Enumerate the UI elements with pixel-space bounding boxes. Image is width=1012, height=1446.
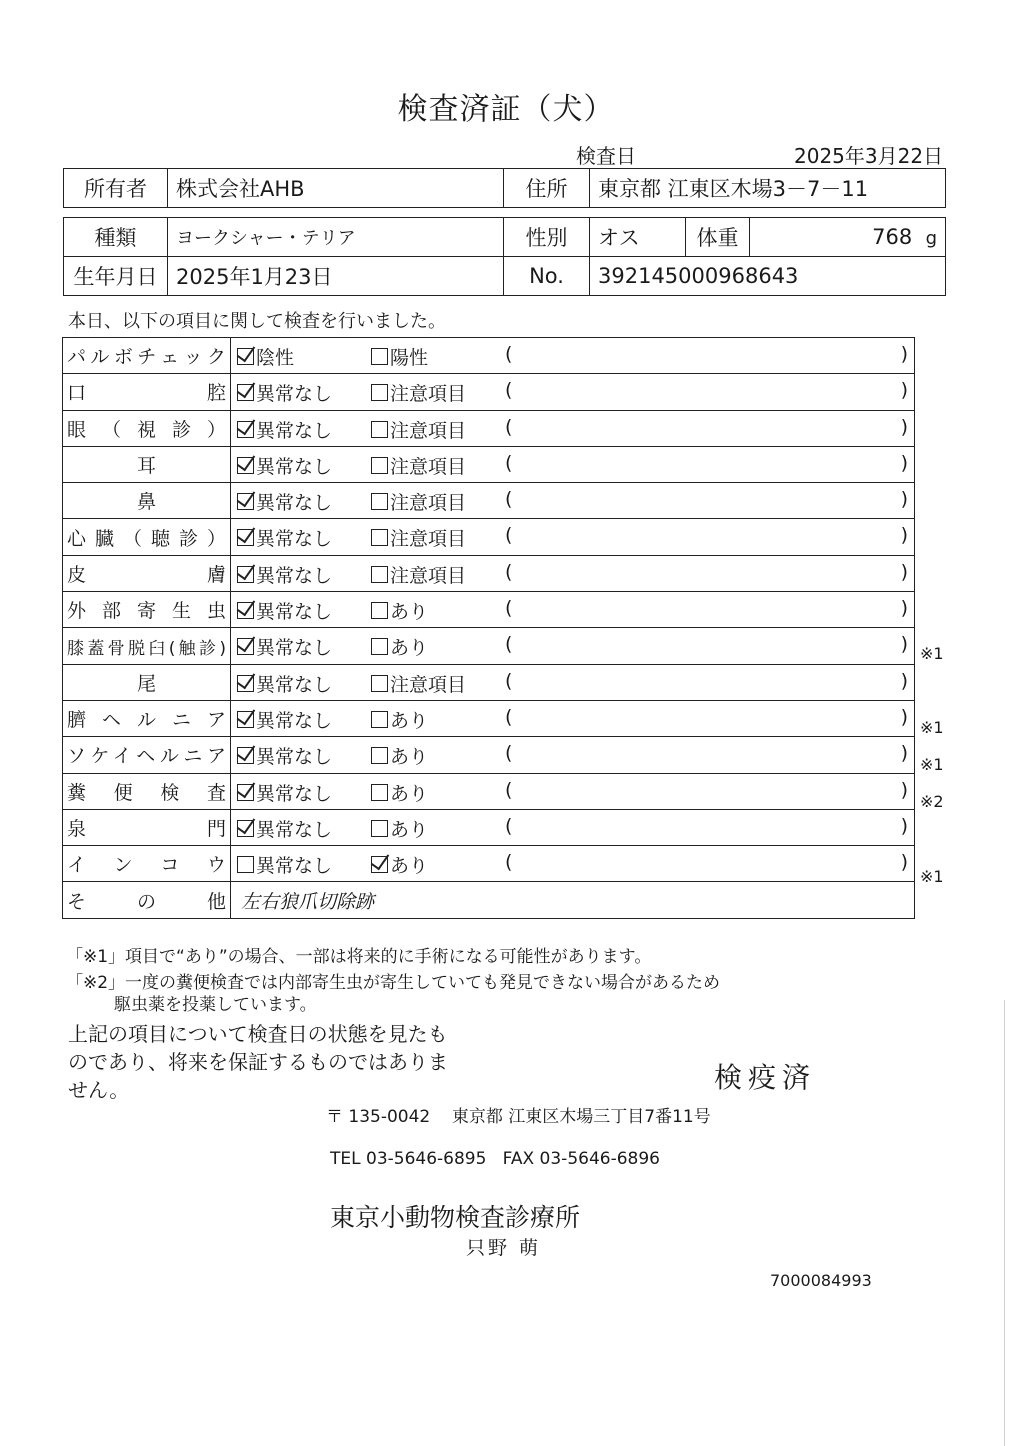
check-label-cell <box>63 809 231 845</box>
check-options-cell <box>231 628 915 664</box>
option-2-label: あり <box>390 782 429 805</box>
remark-open-paren: ( <box>505 488 513 511</box>
checkbox-icon[interactable] <box>371 747 388 764</box>
check-label: 膝蓋骨脱臼(触診) <box>67 638 226 659</box>
option-2-label: 注意項目 <box>390 419 467 442</box>
option-2-label: 陽性 <box>390 347 429 369</box>
remark-close-paren: ) <box>900 705 908 728</box>
quarantine-stamp: 検疫済 <box>714 1061 817 1094</box>
option-1-label: 異常なし <box>256 782 333 805</box>
option-1-label: 異常なし <box>256 855 333 878</box>
no-label: No. <box>504 257 590 296</box>
address-value: 東京都 江東区木場3－7－11 <box>590 169 946 208</box>
option-1[interactable] <box>237 524 332 551</box>
check-row <box>63 519 915 555</box>
remark-open-paren: ( <box>505 633 513 656</box>
remark-open-paren: ( <box>505 343 513 365</box>
footnote-3: 駆虫薬を投薬しています。 <box>114 995 317 1015</box>
option-1-label: 異常なし <box>256 455 333 478</box>
checkbox-icon[interactable] <box>371 421 388 438</box>
remark-close-paren: ) <box>900 742 908 765</box>
option-2[interactable] <box>371 706 428 733</box>
option-2-label: あり <box>390 855 429 878</box>
check-label-cell <box>63 410 231 446</box>
option-2[interactable] <box>371 416 466 443</box>
option-1[interactable] <box>237 633 332 660</box>
check-label: 口腔 <box>67 382 226 405</box>
check-label-cell <box>63 592 231 628</box>
weight-cell <box>750 218 946 257</box>
weight-label: 体重 <box>686 218 750 257</box>
check-row <box>63 664 915 700</box>
remark-close-paren: ) <box>900 633 908 656</box>
checkbox-icon[interactable] <box>371 856 388 873</box>
option-2-label: 注意項目 <box>390 673 467 696</box>
check-row <box>63 592 915 628</box>
check-label-cell <box>63 773 231 809</box>
owner-table <box>63 168 946 208</box>
check-row <box>63 846 915 882</box>
owner-value: 株式会社AHB <box>168 169 504 208</box>
option-1-label: 異常なし <box>256 673 333 696</box>
checkbox-icon[interactable] <box>371 529 388 546</box>
remark-close-paren: ) <box>900 597 908 620</box>
check-options-cell <box>231 737 915 773</box>
check-options-cell <box>231 338 915 374</box>
check-label: インコウ <box>67 854 226 877</box>
option-2[interactable] <box>371 561 466 588</box>
check-label: 外部寄生虫 <box>67 600 226 623</box>
check-label-cell <box>63 374 231 410</box>
signatory-name: 只野 萌 <box>466 1237 542 1259</box>
option-1-label: 異常なし <box>256 746 333 769</box>
option-2[interactable] <box>371 524 466 551</box>
checkbox-icon[interactable] <box>237 384 254 401</box>
option-2-label: あり <box>390 637 429 660</box>
sex-value: オス <box>590 218 686 257</box>
option-2[interactable] <box>371 633 428 660</box>
check-options-cell <box>231 773 915 809</box>
checkbox-icon[interactable] <box>371 638 388 655</box>
check-options-cell <box>231 700 915 736</box>
option-1-label: 異常なし <box>256 383 333 406</box>
option-2[interactable] <box>371 742 428 769</box>
option-1[interactable] <box>237 488 332 515</box>
option-1-label: 異常なし <box>256 419 333 442</box>
check-options-cell <box>231 374 915 410</box>
check-label: 尾 <box>136 672 156 695</box>
checkbox-icon[interactable] <box>371 820 388 837</box>
check-label: 耳 <box>136 455 156 478</box>
option-1[interactable] <box>237 561 332 588</box>
remark-open-paren: ( <box>505 597 513 620</box>
check-label: ソケイヘルニア <box>67 745 226 768</box>
remark-close-paren: ) <box>900 343 908 365</box>
checkbox-icon[interactable] <box>237 566 254 583</box>
check-label-cell <box>63 519 231 555</box>
other-value: 左右狼爪切除跡 <box>231 882 915 918</box>
remark-close-paren: ) <box>900 560 908 583</box>
check-row <box>63 628 915 664</box>
weight-unit: g <box>925 228 937 249</box>
exam-date-label: 検査日 <box>576 144 636 168</box>
footnote-mark: ※2 <box>920 792 944 812</box>
intro-text: 本日、以下の項目に関して検査を行いました。 <box>68 311 446 332</box>
scan-edge-line <box>1004 1000 1005 1446</box>
checkbox-icon[interactable] <box>237 421 254 438</box>
option-1[interactable] <box>237 670 332 697</box>
page-title: 検査済証（犬） <box>397 92 615 127</box>
sex-label: 性別 <box>504 218 590 257</box>
option-1[interactable] <box>237 379 332 406</box>
check-label: パルボチェック <box>67 346 226 369</box>
check-label: 皮膚 <box>67 563 226 586</box>
option-1-label: 異常なし <box>256 637 333 660</box>
footnote-mark: ※1 <box>920 718 944 737</box>
breed-label: 種類 <box>64 218 168 257</box>
option-1[interactable] <box>237 742 332 769</box>
checkbox-icon[interactable] <box>237 602 254 619</box>
option-2-label: 注意項目 <box>390 492 467 515</box>
check-label: 糞便検査 <box>67 781 226 804</box>
remark-open-paren: ( <box>505 560 513 583</box>
remark-close-paren: ) <box>900 415 908 438</box>
option-2[interactable] <box>371 779 428 806</box>
option-1[interactable] <box>237 452 332 479</box>
checkbox-icon[interactable] <box>237 529 254 546</box>
check-options-cell <box>231 519 915 555</box>
checkbox-icon[interactable] <box>237 493 254 510</box>
option-1-label: 異常なし <box>256 601 333 624</box>
remark-close-paren: ) <box>900 778 908 801</box>
option-2[interactable] <box>371 343 428 370</box>
option-1-label: 異常なし <box>256 709 333 732</box>
option-1-label: 陰性 <box>256 347 295 369</box>
other-label-cell <box>63 882 231 918</box>
check-label: 眼（視診） <box>67 418 226 441</box>
remark-close-paren: ) <box>900 451 908 474</box>
check-row <box>63 700 915 736</box>
check-options-cell <box>231 410 915 446</box>
postal-code: 〒 135-0042 <box>326 1107 431 1127</box>
check-label-cell <box>63 737 231 773</box>
option-2-label: 注意項目 <box>390 383 467 406</box>
footnote-mark: ※1 <box>920 866 944 886</box>
option-1-label: 異常なし <box>256 564 333 587</box>
option-2-label: あり <box>390 709 429 732</box>
check-label-cell <box>63 664 231 700</box>
remark-open-paren: ( <box>505 451 513 474</box>
option-1[interactable] <box>237 416 332 443</box>
check-options-cell <box>231 846 915 882</box>
checkbox-icon[interactable] <box>237 747 254 764</box>
option-2-label: 注意項目 <box>390 455 467 478</box>
option-2[interactable] <box>371 670 466 697</box>
check-label: 心臓（聴診） <box>67 527 226 550</box>
contact-line <box>330 1149 660 1169</box>
birth-value: 2025年1月23日 <box>168 257 504 296</box>
checkbox-icon[interactable] <box>371 457 388 474</box>
check-options-cell <box>231 483 915 519</box>
disclaimer-statement: 上記の項目について検査日の状態を見たものであり、将来を保証するものではありません。 <box>68 1022 448 1102</box>
checkbox-icon[interactable] <box>237 348 254 365</box>
check-label-cell <box>63 338 231 374</box>
checkbox-icon[interactable] <box>371 784 388 801</box>
option-2[interactable] <box>371 379 466 406</box>
breed-value: ヨークシャー・テリア <box>168 218 504 257</box>
check-label-cell <box>63 555 231 591</box>
checkbox-icon[interactable] <box>237 457 254 474</box>
option-1[interactable] <box>237 815 332 842</box>
option-2[interactable] <box>371 815 428 842</box>
checkbox-icon[interactable] <box>371 675 388 692</box>
checkbox-icon[interactable] <box>371 711 388 728</box>
clinic-address-line <box>326 1102 711 1127</box>
option-2-label: あり <box>390 601 429 624</box>
animal-table <box>63 217 946 296</box>
tel: TEL 03-5646-6895 <box>330 1149 487 1169</box>
remark-close-paren: ) <box>900 669 908 692</box>
option-2[interactable] <box>371 452 466 479</box>
check-row <box>63 737 915 773</box>
footnote-2: 「※2」一度の糞便検査では内部寄生虫が寄生していても発見できない場合があるため <box>66 973 721 993</box>
check-label-cell <box>63 628 231 664</box>
option-2-label: 注意項目 <box>390 564 467 587</box>
check-options-cell <box>231 809 915 845</box>
check-row <box>63 773 915 809</box>
remark-close-paren: ) <box>900 488 908 511</box>
remark-close-paren: ) <box>900 814 908 837</box>
checkbox-icon[interactable] <box>371 566 388 583</box>
exam-date: 2025年3月22日 <box>794 144 944 168</box>
owner-label: 所有者 <box>64 169 168 208</box>
footnote-1: 「※1」項目で“あり”の場合、一部は将来的に手術になる可能性があります。 <box>66 947 652 967</box>
option-1[interactable] <box>237 343 294 370</box>
fax: FAX 03-5646-6896 <box>502 1149 660 1169</box>
check-label-cell <box>63 446 231 482</box>
address-label: 住所 <box>504 169 590 208</box>
check-row <box>63 555 915 591</box>
option-1-label: 異常なし <box>256 528 333 551</box>
remark-close-paren: ) <box>900 524 908 547</box>
check-label: 鼻 <box>136 491 156 514</box>
remark-open-paren: ( <box>505 379 513 402</box>
document-number: 7000084993 <box>770 1271 872 1290</box>
check-table <box>62 337 915 919</box>
option-1[interactable] <box>237 706 332 733</box>
check-row <box>63 338 915 374</box>
check-label-cell <box>63 700 231 736</box>
checkbox-icon[interactable] <box>371 493 388 510</box>
checkbox-icon[interactable] <box>237 856 254 873</box>
option-1-label: 異常なし <box>256 818 333 841</box>
option-2-label: あり <box>390 818 429 841</box>
check-row <box>63 410 915 446</box>
option-1-label: 異常なし <box>256 492 333 515</box>
checkbox-icon[interactable] <box>237 711 254 728</box>
remark-close-paren: ) <box>900 851 908 874</box>
check-row <box>63 374 915 410</box>
remark-open-paren: ( <box>505 705 513 728</box>
check-row <box>63 809 915 845</box>
option-2[interactable] <box>371 851 428 878</box>
check-row <box>63 446 915 482</box>
check-options-cell <box>231 592 915 628</box>
clinic-address: 東京都 江東区木場三丁目7番11号 <box>451 1107 711 1127</box>
footnote-mark: ※1 <box>920 755 944 775</box>
checkbox-icon[interactable] <box>237 675 254 692</box>
check-label-cell <box>63 483 231 519</box>
checkbox-icon[interactable] <box>371 384 388 401</box>
option-1[interactable] <box>237 597 332 624</box>
weight-value: 768 <box>872 225 913 249</box>
checkbox-icon[interactable] <box>237 820 254 837</box>
remark-open-paren: ( <box>505 742 513 765</box>
check-options-cell <box>231 664 915 700</box>
remark-open-paren: ( <box>505 851 513 874</box>
option-2[interactable] <box>371 488 466 515</box>
check-label: 泉門 <box>67 818 226 840</box>
option-1[interactable] <box>237 779 332 806</box>
check-label: 臍ヘルニア <box>67 709 226 732</box>
check-options-cell <box>231 446 915 482</box>
checkbox-icon[interactable] <box>237 784 254 801</box>
footnote-mark: ※1 <box>920 643 944 663</box>
option-2-label: 注意項目 <box>390 528 467 551</box>
option-1[interactable] <box>237 851 332 878</box>
option-2-label: あり <box>390 746 429 769</box>
remark-open-paren: ( <box>505 814 513 837</box>
remark-open-paren: ( <box>505 778 513 801</box>
checkbox-icon[interactable] <box>371 602 388 619</box>
check-row <box>63 483 915 519</box>
checkbox-icon[interactable] <box>237 638 254 655</box>
check-options-cell <box>231 555 915 591</box>
no-value: 392145000968643 <box>590 257 946 296</box>
remark-open-paren: ( <box>505 524 513 547</box>
remark-close-paren: ) <box>900 379 908 402</box>
other-label: その他 <box>67 890 226 913</box>
remark-open-paren: ( <box>505 669 513 692</box>
checkbox-icon[interactable] <box>371 348 388 365</box>
remark-open-paren: ( <box>505 415 513 438</box>
birth-label: 生年月日 <box>64 257 168 296</box>
option-2[interactable] <box>371 597 428 624</box>
clinic-name: 東京小動物検査診療所 <box>330 1203 581 1232</box>
check-label-cell <box>63 846 231 882</box>
